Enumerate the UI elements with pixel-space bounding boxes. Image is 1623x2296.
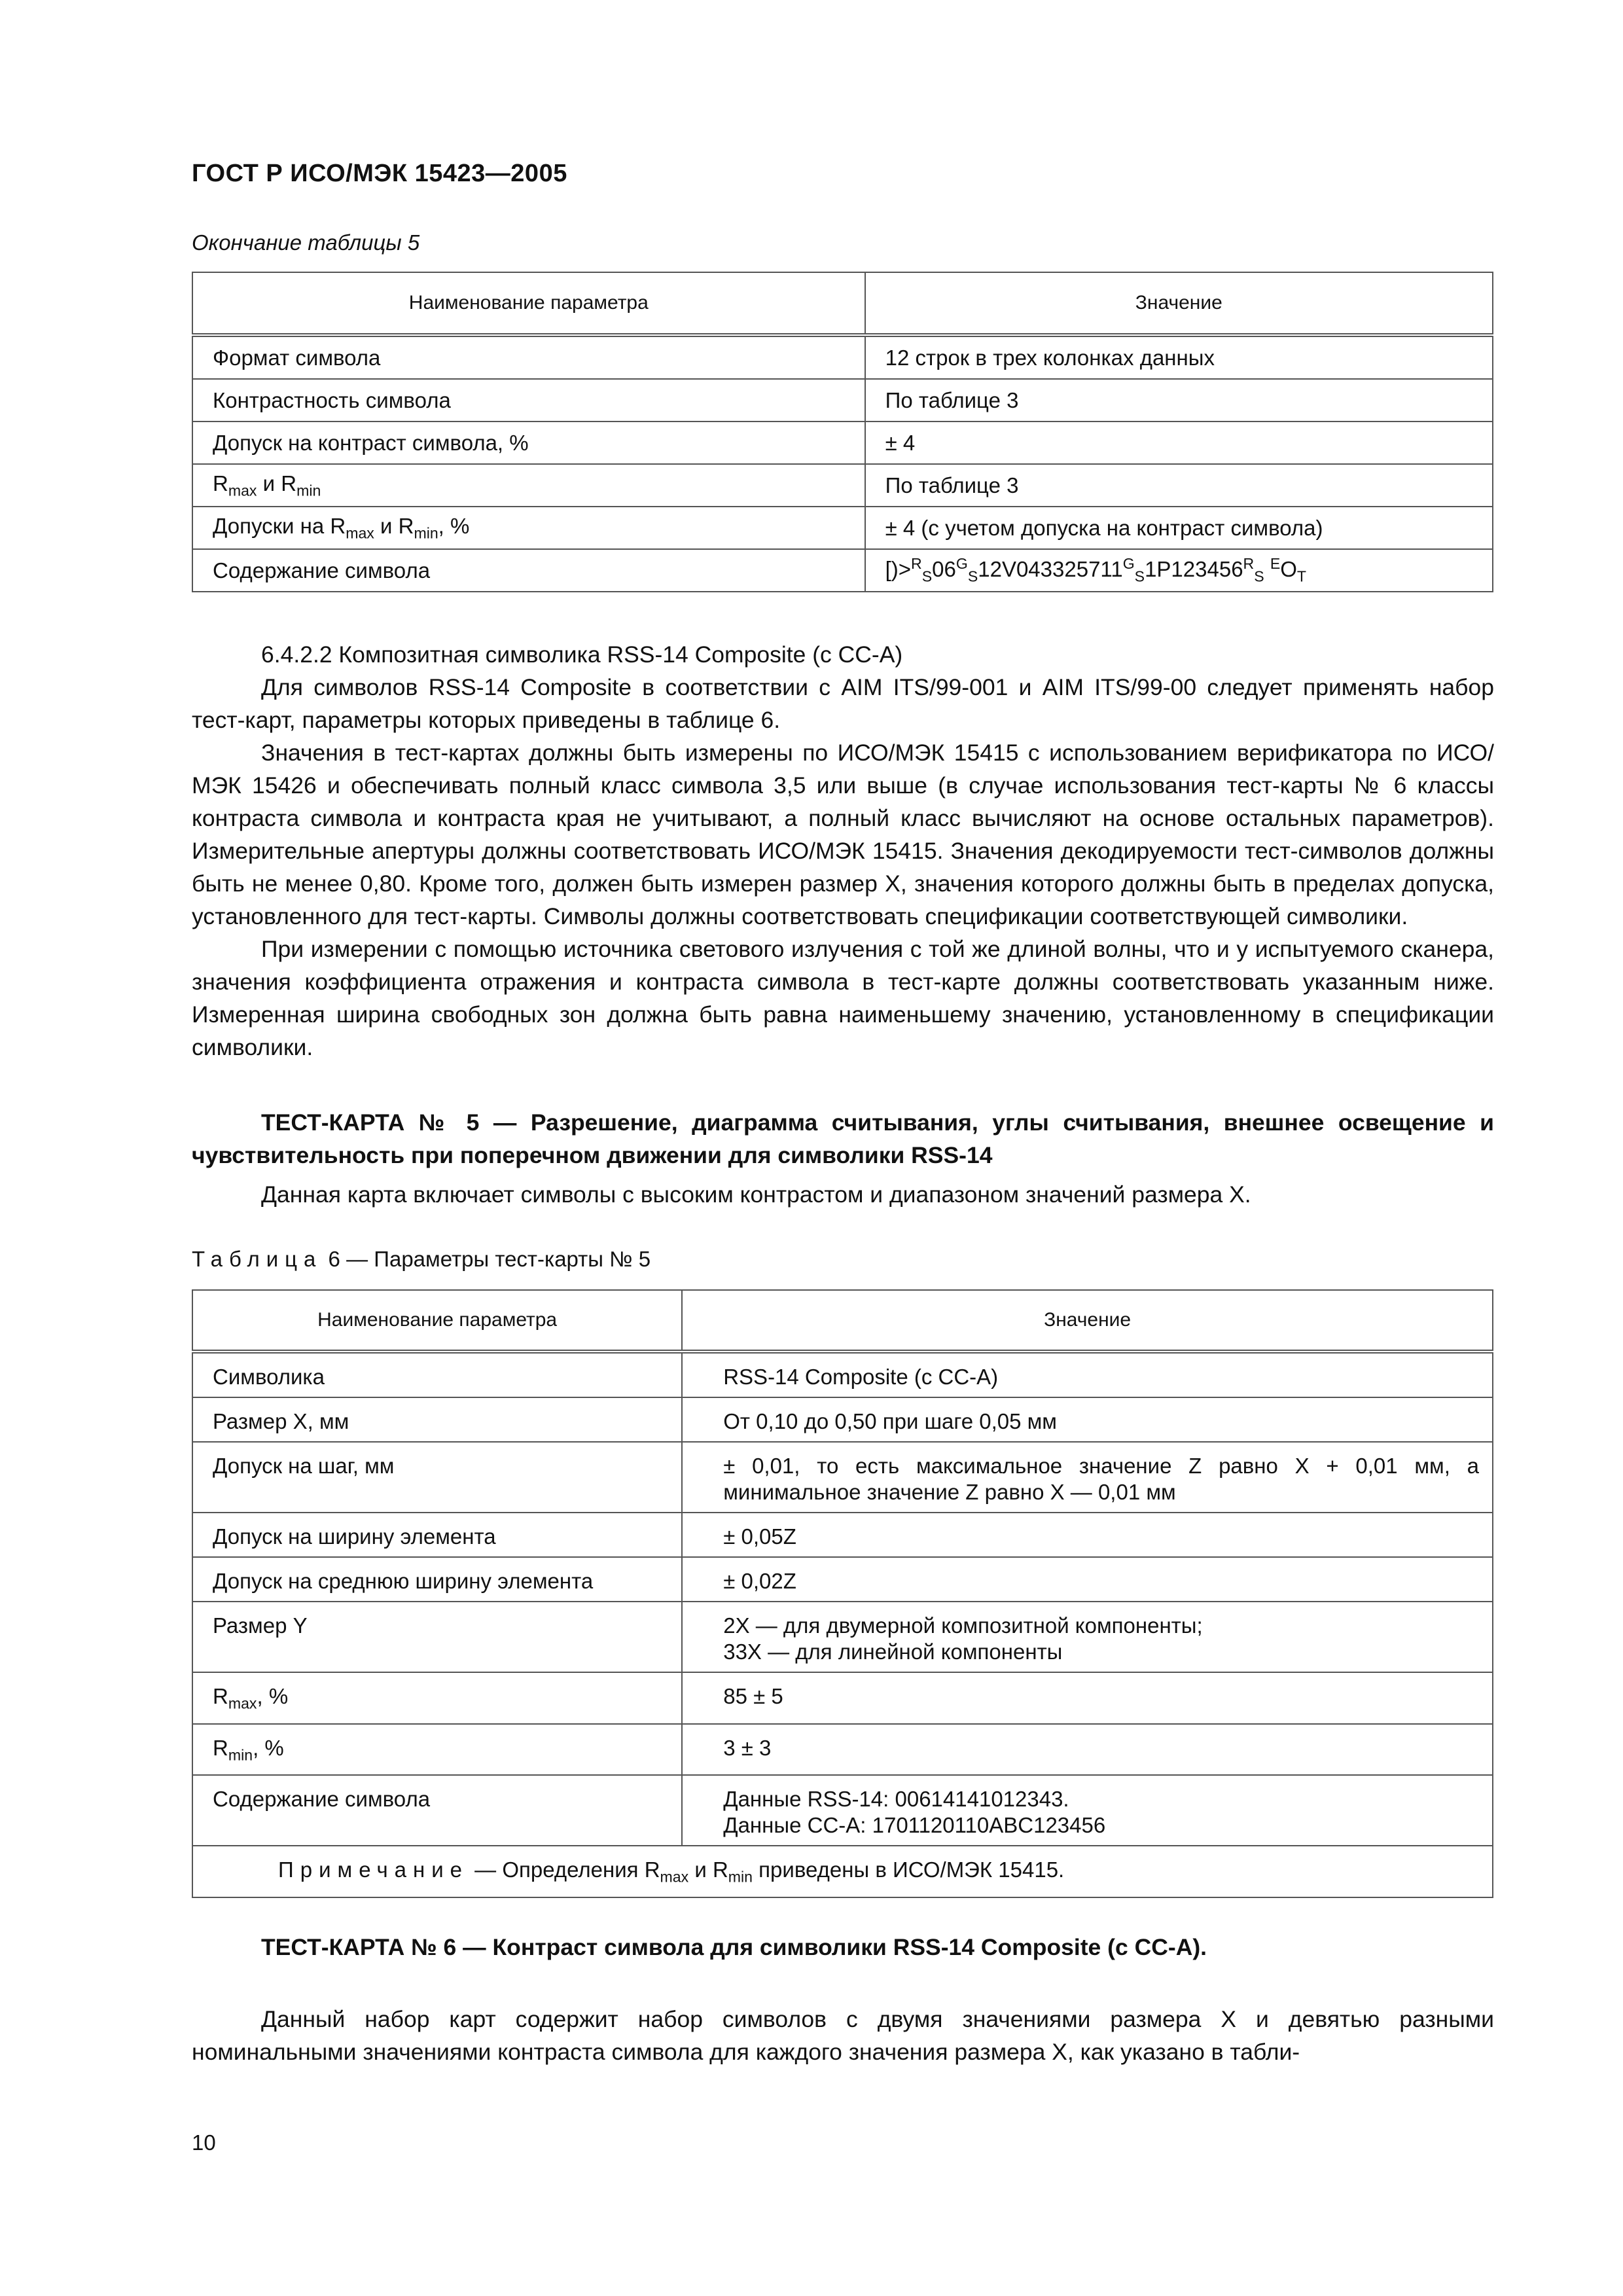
table-cell: Контрастность символа (192, 379, 865, 422)
table-cell: По таблице 3 (865, 379, 1493, 422)
table-cell: Размер X, мм (192, 1397, 682, 1442)
table-cell: 12 строк в трех колонках данных (865, 335, 1493, 379)
document-header: ГОСТ Р ИСО/МЭК 15423—2005 (192, 160, 567, 187)
table-cell: От 0,10 до 0,50 при шаге 0,05 мм (682, 1397, 1493, 1442)
testcard6-heading: ТЕСТ-КАРТА № 6 — Контраст символа для символики RSS-14 Composite (с СС-А). (261, 1934, 1207, 1960)
table-row (192, 464, 1493, 507)
table-cell: Допуск на ширину элемента (192, 1513, 682, 1557)
testcard6-text: Данный набор карт содержит набор символов с двумя значениями размера X и девятью разными номинальными значениями контраста символа для каждого значения размера X, как указано в табли- (192, 2006, 1494, 2065)
page-number: 10 (192, 2130, 216, 2155)
paragraph: Значения в тест-картах должны быть измерены по ИСО/МЭК 15415 с использованием верификатора по ИСО/МЭК 15426 и обеспечивать полный класс символа 3,5 или выше (в случае использования тест-карты № 6 классы контраста символа и контраста края не учитывают, а полный класс вычисляют на основе остальных параметров). Измерительные апертуры должны соответствовать ИСО/МЭК 15415. Значения декодируемости тест-символов должны быть не менее 0,80. Кроме того, должен быть измерен размер X, значения которого должны быть в пределах допуска, установленного для тест-карты. Символы должны соответствовать спецификации соответствующей символики. (192, 740, 1494, 929)
table5-header-name: Наименование параметра (192, 272, 865, 335)
table-row (192, 1397, 1493, 1442)
table-row (192, 422, 1493, 464)
table-cell: Допуск на шаг, мм (192, 1442, 682, 1513)
testcard5-heading: ТЕСТ-КАРТА № 5 — Разрешение, диаграмма считывания, углы считывания, внешнее освещение и чувствительность при поперечном движении для символики RSS-14 (192, 1109, 1494, 1168)
table-5 (192, 272, 1493, 592)
table-cell: По таблице 3 (865, 464, 1493, 507)
paragraph: Для символов RSS-14 Composite в соответствии с AIM ITS/99-001 и AIM ITS/99-00 следует применять набор тест-карт, параметры которых приведены в таблице 6. (192, 674, 1494, 733)
table-cell: Символика (192, 1352, 682, 1397)
table-row (192, 1724, 1493, 1776)
table-cell: ± 0,02Z (682, 1557, 1493, 1602)
table-cell: Содержание символа (192, 549, 865, 592)
table-row (192, 1442, 1493, 1513)
table-cell: $[)>^R_S06^G_S12V043325711^G_S1P123456^R_S$ $^EO_T$ (865, 549, 1493, 592)
table-row (192, 549, 1493, 592)
table-cell: $R_{min}$, % (192, 1724, 682, 1776)
table-cell: Допуск на среднюю ширину элемента (192, 1557, 682, 1602)
table-cell: Формат символа (192, 335, 865, 379)
table-row (192, 1775, 1493, 1846)
table-cell: $R_{max}$ и $R_{min}$ (192, 464, 865, 507)
table6-header-value: Значение (682, 1290, 1493, 1352)
table-cell: RSS-14 Composite (с СС-А) (682, 1352, 1493, 1397)
table-row (192, 1513, 1493, 1557)
table-row (192, 379, 1493, 422)
table-row (192, 1602, 1493, 1672)
table-cell: Содержание символа (192, 1775, 682, 1846)
table-note-row (192, 1846, 1493, 1897)
table-cell: ± 0,05Z (682, 1513, 1493, 1557)
table-row (192, 335, 1493, 379)
table-note: Примечание — Определения $R_{max}$ и $R_{min}$ приведены в ИСО/МЭК 15415. (192, 1846, 1493, 1897)
table-6 (192, 1289, 1493, 1898)
table-cell: ± 0,01, то есть максимальное значение Z равно X + 0,01 мм, а минимальное значение Z равно X — 0,01 мм (682, 1442, 1493, 1513)
paragraph: При измерении с помощью источника светового излучения с той же длиной волны, что и у испытуемого сканера, значения коэффициента отражения и контраста символа в тест-карте должны соответствовать указанным ниже. Измеренная ширина свободных зон должна быть равна наименьшему значению, установленному в спецификации символики. (192, 936, 1494, 1060)
table-cell: Размер Y (192, 1602, 682, 1672)
table6-caption: Таблица 6 — Параметры тест-карты № 5 (192, 1247, 651, 1271)
table5-caption: Окончание таблицы 5 (192, 230, 420, 255)
testcard5-text: Данная карта включает символы с высоким контрастом и диапазоном значений размера X. (261, 1181, 1251, 1208)
table-cell: ± 4 (865, 422, 1493, 464)
table-cell: ± 4 (с учетом допуска на контраст символа) (865, 507, 1493, 549)
table-cell: Данные RSS-14: 00614141012343. Данные СС-А: 1701120110ABC123456 (682, 1775, 1493, 1846)
table-row (192, 1557, 1493, 1602)
table-cell: 2X — для двумерной композитной компоненты; 33X — для линейной компоненты (682, 1602, 1493, 1672)
table-row (192, 1352, 1493, 1397)
table-cell: 85 ± 5 (682, 1672, 1493, 1724)
table-cell: Допуск на контраст символа, % (192, 422, 865, 464)
table-row (192, 507, 1493, 549)
table5-header-value: Значение (865, 272, 1493, 335)
table-row (192, 1672, 1493, 1724)
table6-header-name: Наименование параметра (192, 1290, 682, 1352)
table-cell: 3 ± 3 (682, 1724, 1493, 1776)
section-heading: 6.4.2.2 Композитная символика RSS-14 Composite (с СС-А) (261, 641, 903, 668)
body-text (192, 638, 1494, 1064)
table-cell: Допуски на $R_{max}$ и $R_{min}$, % (192, 507, 865, 549)
table-cell: $R_{max}$, % (192, 1672, 682, 1724)
